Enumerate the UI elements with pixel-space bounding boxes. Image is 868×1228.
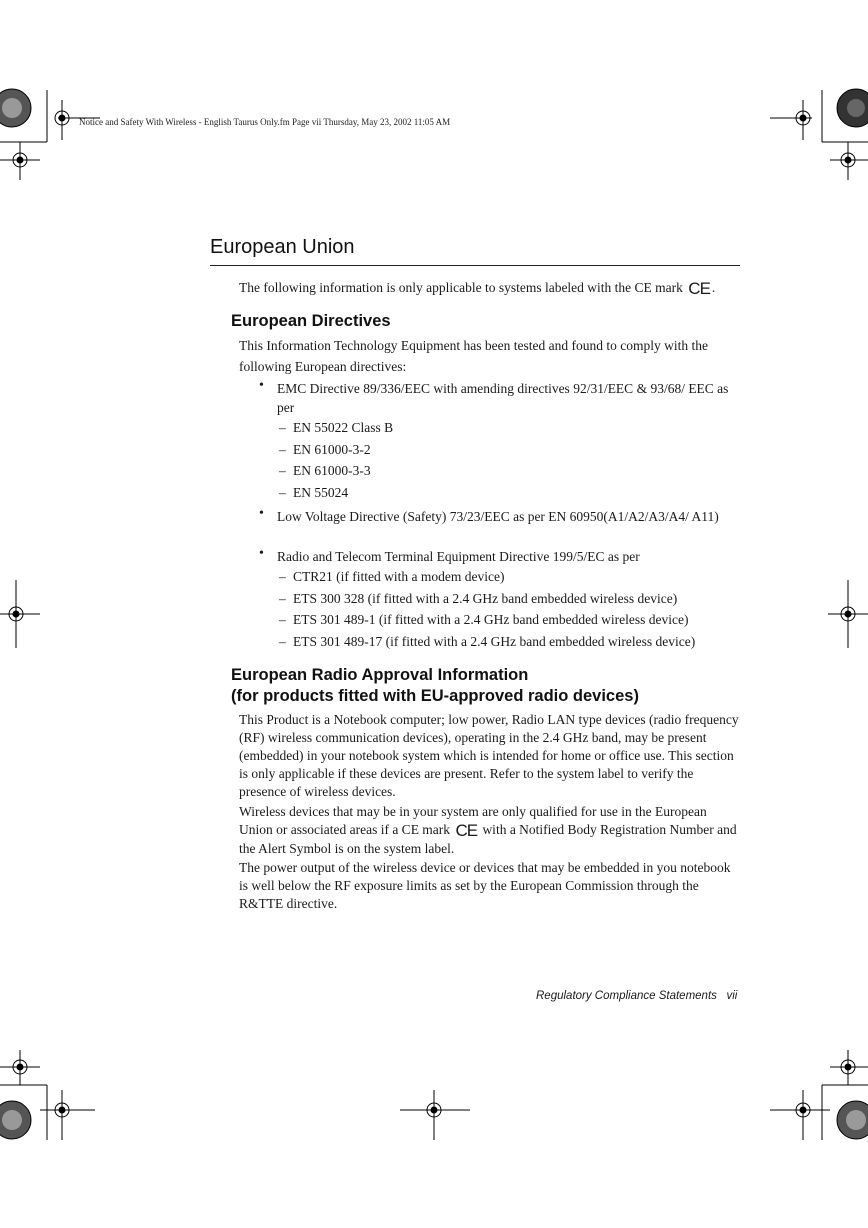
title-rule	[210, 265, 740, 266]
intro-period: .	[711, 280, 716, 295]
file-slug: Notice and Safety With Wireless - English Taurus Only.fm Page vii Thursday, May 23, 2002 11:05 AM	[79, 117, 451, 127]
intro-paragraph	[239, 279, 759, 298]
sub-item: – ETS 301 489-17 (if fitted with a 2.4 GHz band embedded wireless device)	[279, 634, 696, 649]
sub-item: – EN 55024	[279, 485, 349, 500]
radio-paragraph-3: The power output of the wireless device or devices that may be embedded in you notebook is well below the RF exposure limits as set by the European Commission through the R&TTE directive.	[239, 860, 731, 911]
bullet-dot: •	[259, 506, 264, 521]
bullet-dot: •	[259, 378, 264, 393]
radio-heading-line2: (for products fitted with EU-approved radio devices)	[231, 687, 639, 705]
bullet-radio-telecom: Radio and Telecom Terminal Equipment Directive 199/5/EC as per	[277, 549, 640, 564]
bullet-low-voltage: Low Voltage Directive (Safety) 73/23/EEC as per EN 60950(A1/A2/A3/A4/ A11)	[277, 509, 719, 524]
page-footer	[536, 990, 737, 1002]
ce-mark-icon: CE	[688, 279, 710, 298]
sub-item: – EN 61000-3-2	[279, 442, 371, 457]
footer-title: Regulatory Compliance Statements	[536, 990, 717, 1002]
sub-item: – EN 55022 Class B	[279, 420, 394, 435]
directives-lead-line2: following European directives:	[239, 359, 407, 374]
directives-heading: European Directives	[231, 312, 391, 330]
sub-item: – ETS 301 489-1 (if fitted with a 2.4 GHz band embedded wireless device)	[279, 612, 689, 627]
directives-lead-line1: This Information Technology Equipment has been tested and found to comply with the	[239, 338, 708, 353]
sub-item: – CTR21 (if fitted with a modem device)	[279, 569, 505, 584]
page-number: vii	[726, 990, 738, 1002]
sub-item: – EN 61000-3-3	[279, 463, 371, 478]
ce-mark-icon: CE	[455, 821, 478, 840]
radio-paragraph-2-start: Wireless devices that may be in your system are only qualified for use in the European Union or associated areas if a CE mark	[239, 804, 707, 837]
radio-paragraph-1: This Product is a Notebook computer; low power, Radio LAN type devices (radio frequency (RF) wireless communication devices), operating in the 2.4 GHz band, may be present (embedded) in your notebook system which is intended for home or office use. This section is only applicable if these devices are present. Refer to the system label to verify the presence of wireless devices.	[239, 712, 739, 799]
section-title: European Union	[210, 236, 355, 258]
bullet-emc: EMC Directive 89/336/EEC with amending directives 92/31/EEC & 93/68/ EEC as per	[277, 381, 729, 415]
bullet-dot: •	[259, 546, 264, 561]
radio-paragraph-2	[239, 803, 742, 858]
intro-text: The following information is only applicable to systems labeled with the CE mark	[239, 280, 683, 295]
radio-paragraph-2-end: with a Notified Body Registration Number and the Alert Symbol is on the system label.	[239, 822, 737, 856]
radio-heading-line1: European Radio Approval Information	[231, 666, 529, 684]
sub-item: – ETS 300 328 (if fitted with a 2.4 GHz band embedded wireless device)	[279, 591, 678, 606]
